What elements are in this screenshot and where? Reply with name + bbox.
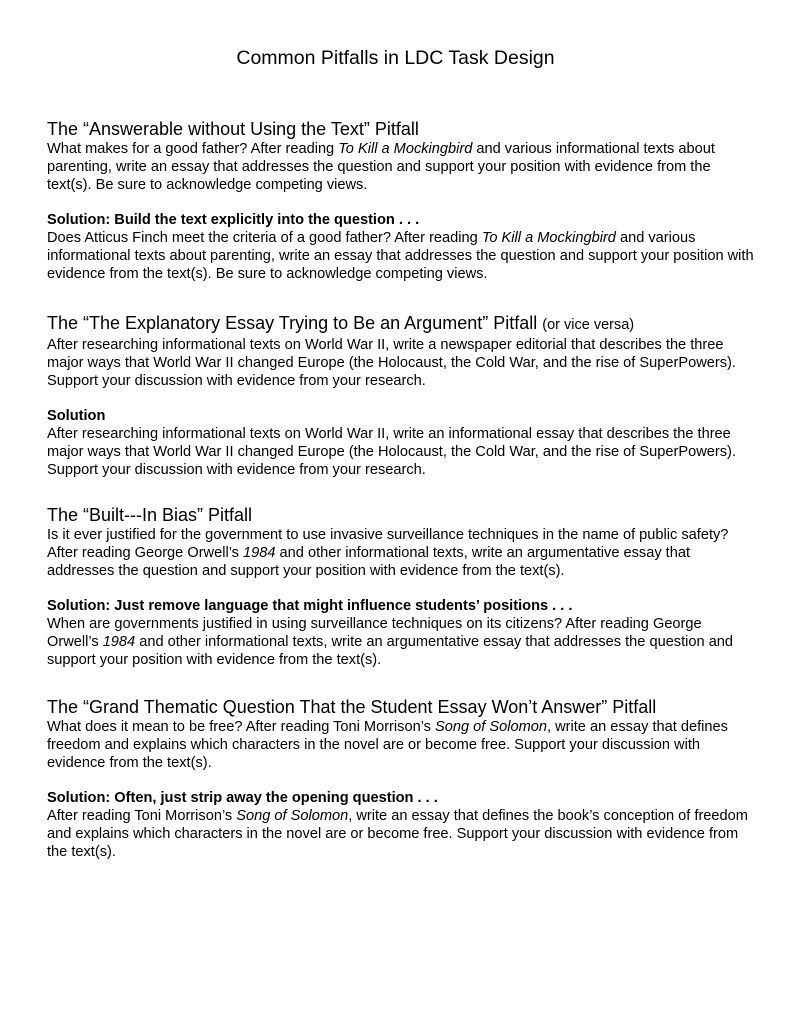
pitfall-prompt: After researching informational texts on World War II, write a newspaper editorial that describes the three major ways that World War II changed Europe (the Holocaust, the Cold War, and the rise of SuperPowers). Support your discussion with evidence from your research. (47, 337, 736, 389)
section-heading: The “The Explanatory Essay Trying to Be an Argument” Pitfall (or vice versa) (47, 313, 635, 333)
solution-prompt: When are governments justified in using surveillance techniques on its citizens? After reading George Orwell’s 1984 and other informational texts, write an argumentative essay that addresses the question and support your position with evidence from the text(s). (47, 616, 734, 668)
solution-label: Solution: Often, just strip away the opening question . . . (47, 790, 438, 806)
pitfall-section-built-in-bias (47, 504, 757, 669)
solution-prompt: Does Atticus Finch meet the criteria of a good father? After reading To Kill a Mockingbird and various informational texts about parenting, write an essay that addresses the question and support your position with evidence from the text(s). Be sure to acknowledge competing views. (47, 230, 754, 282)
book-title: 1984 (243, 545, 276, 561)
pitfall-prompt: What makes for a good father? After reading To Kill a Mockingbird and various informational texts about parenting, write an essay that addresses the question and support your position with evidence from the text(s). Be sure to acknowledge competing views. (47, 141, 715, 193)
pitfall-section-answerable (47, 118, 757, 283)
book-title: Song of Solomon (435, 719, 547, 735)
solution-label: Solution: Just remove language that might influence students’ positions . . . (47, 598, 573, 614)
section-heading: The “Grand Thematic Question That the Student Essay Won’t Answer” Pitfall (47, 697, 657, 717)
book-title: Song of Solomon (236, 808, 349, 824)
section-heading: The “Built---In Bias” Pitfall (47, 505, 253, 525)
book-title: 1984 (102, 634, 136, 650)
book-title: To Kill a Mockingbird (481, 230, 616, 246)
page-title: Common Pitfalls in LDC Task Design (236, 47, 555, 69)
heading-aside: (or vice versa) (542, 317, 635, 333)
book-title: To Kill a Mockingbird (338, 141, 473, 157)
solution-prompt: After reading Toni Morrison’s Song of Solomon, write an essay that defines the book’s conception of freedom and explains which characters in the novel are or become free. Support your discussion with evidence from the text(s). (47, 808, 748, 860)
pitfall-section-grand-thematic (47, 696, 757, 861)
pitfall-prompt: Is it ever justified for the government to use invasive surveillance techniques in the name of public safety? After reading George Orwell’s 1984 and other informational texts, write an argumentative essay that addresses the question and support your position with evidence from the text(s). (47, 527, 729, 579)
pitfall-section-explanatory (47, 312, 757, 479)
solution-label: Solution: Build the text explicitly into the question . . . (47, 212, 420, 228)
pitfall-prompt: What does it mean to be free? After reading Toni Morrison’s Song of Solomon, write an essay that defines freedom and explains which characters in the novel are or become free. Support your discussion with evidence from the text(s). (47, 719, 728, 771)
section-heading: The “Answerable without Using the Text” Pitfall (47, 119, 419, 139)
solution-prompt: After researching informational texts on World War II, write an informational essay that describes the three major ways that World War II changed Europe (the Holocaust, the Cold War, and the rise of SuperPowers). Support your discussion with evidence from your research. (47, 426, 736, 478)
solution-label: Solution (47, 408, 106, 424)
